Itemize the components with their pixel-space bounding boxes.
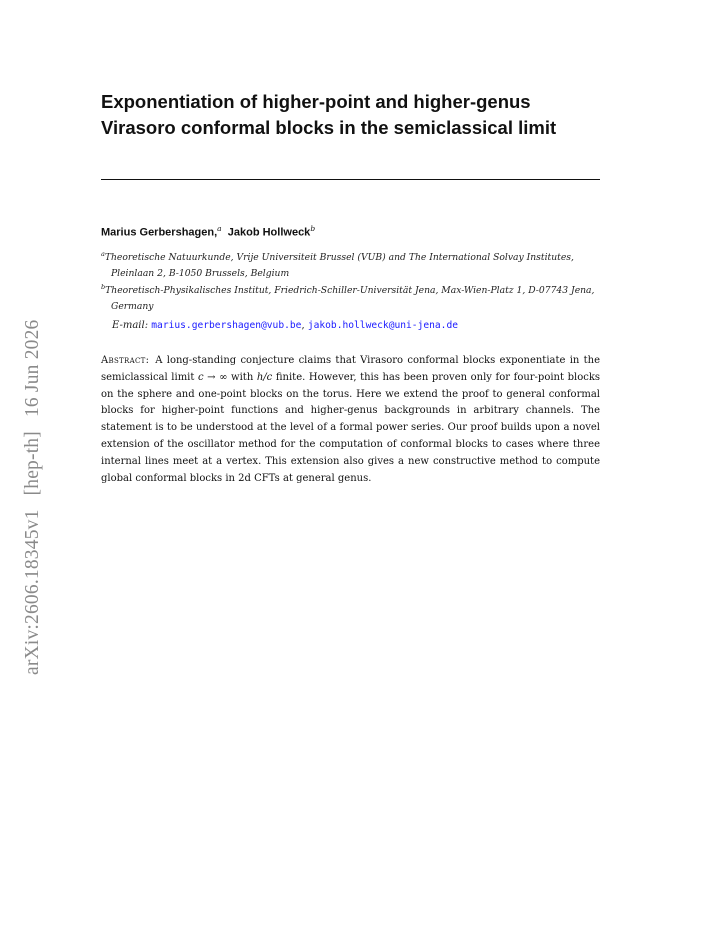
abstract-math: c → ∞ xyxy=(197,371,228,383)
affiliation-mark: a xyxy=(101,250,105,258)
title-rule xyxy=(101,179,600,180)
title-line-2: Virasoro conformal blocks in the semiclassical limit xyxy=(101,117,557,138)
abstract-math: h/c xyxy=(256,371,273,383)
arxiv-category: [hep-th] xyxy=(22,431,43,496)
email-link-hollweck[interactable]: jakob.hollweck@uni-jena.de xyxy=(307,320,459,331)
abstract-text: with xyxy=(227,371,257,383)
title-line-1: Exponentiation of higher-point and higher-genus xyxy=(101,91,531,112)
arxiv-date: 16 Jun 2026 xyxy=(22,319,43,418)
email-link-gerbershagen[interactable]: marius.gerbershagen@vub.be xyxy=(151,320,302,331)
author-affiliation-mark: a xyxy=(217,224,222,233)
author-affiliation-mark: b xyxy=(310,224,316,233)
abstract-text: A long-standing conjecture claims that Virasoro conformal blocks exponentiate in the semiclassical limit xyxy=(101,355,600,383)
abstract xyxy=(101,353,600,487)
abstract-heading: Abstract: xyxy=(101,355,150,366)
email-separator: , xyxy=(301,320,305,331)
arxiv-id: arXiv:2606.18345v1 xyxy=(22,509,43,675)
email-line xyxy=(112,320,458,331)
affiliation-text: Theoretische Natuurkunde, Vrije Universiteit Brussel (VUB) and The International Solvay Institutes, Pleinlaan 2, B-1050 Brussels, Belgium xyxy=(104,252,574,280)
paper-title xyxy=(101,89,621,141)
author-name: Marius Gerbershagen, xyxy=(101,226,218,239)
affiliation-b xyxy=(101,279,601,315)
author-list xyxy=(101,224,315,239)
abstract-text: finite. However, this has been proven only for four-point blocks on the sphere and one-point blocks on the torus. Here we extend the proof to general conformal blocks for higher-point functions and higher-genus backgrounds in arbitrary channels. The statement is to be understood at the level of a formal power series. Our proof builds upon a novel extension of the oscillator method for the computation of conformal blocks to cases where three internal lines meet at a vertex. This extension also gives a new constructive method to compute global conformal blocks in 2d CFTs at general genus. xyxy=(101,371,601,484)
affiliation-a xyxy=(101,246,601,282)
affiliation-mark: b xyxy=(101,283,106,291)
affiliation-text: Theoretisch-Physikalisches Institut, Friedrich-Schiller-Universität Jena, Max-Wien-Platz 1, D-07743 Jena, Germany xyxy=(105,285,595,313)
email-label: E-mail: xyxy=(112,320,149,331)
arxiv-side-identifier xyxy=(22,306,44,676)
author-name: Jakob Hollweck xyxy=(227,226,311,239)
